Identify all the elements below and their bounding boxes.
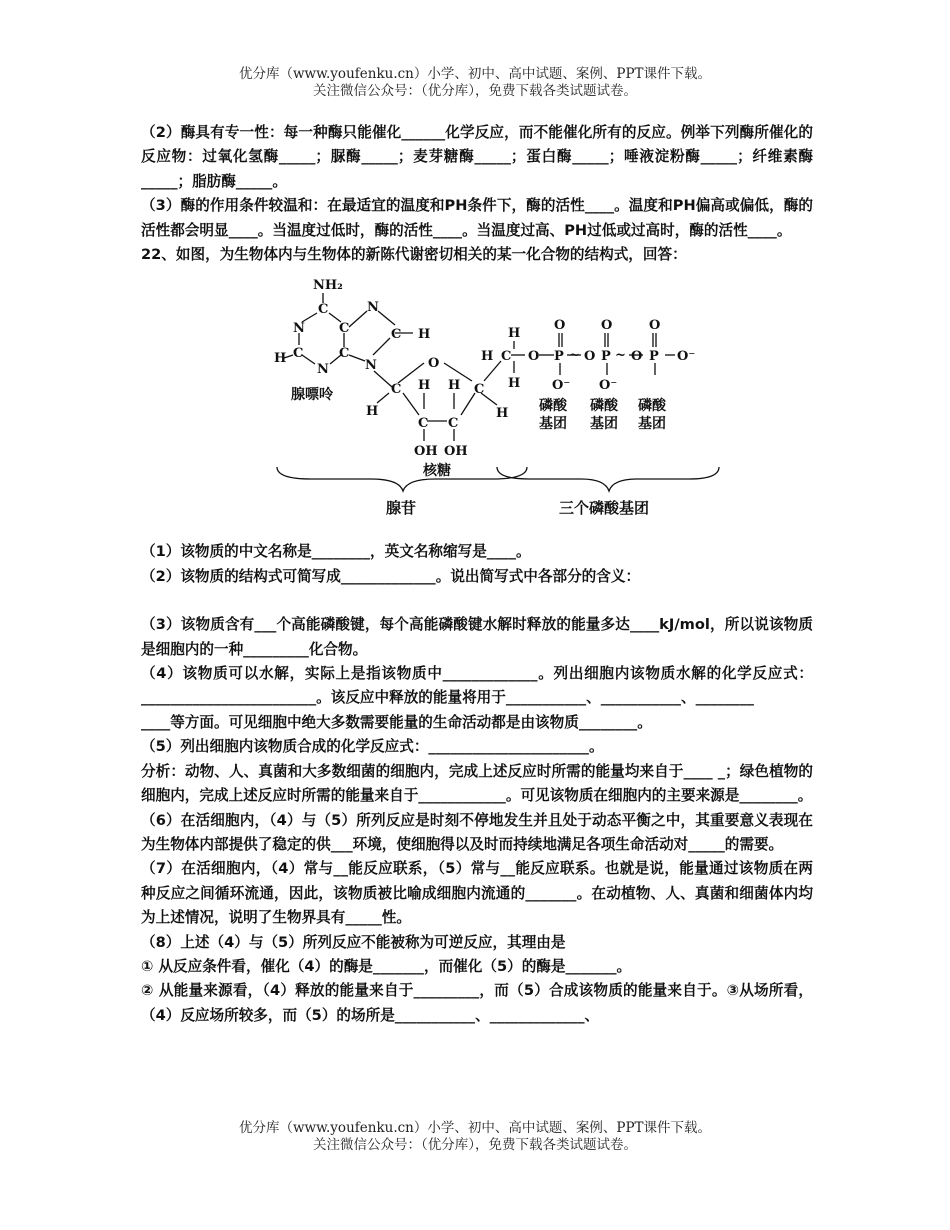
svg-text:NH₂: NH₂ xyxy=(313,278,343,294)
svg-text:P: P xyxy=(649,349,659,365)
header-line-1: 优分库（www.youfenku.cn）小学、初中、高中试题、案例、PPT课件下载。 xyxy=(238,66,712,82)
svg-text:O: O xyxy=(528,349,540,365)
phosphate-3-label-b: 基团 xyxy=(638,416,666,433)
adenosine-label: 腺苷 xyxy=(386,499,417,518)
svg-text:H: H xyxy=(274,351,287,367)
svg-text:O: O xyxy=(649,318,661,334)
enzyme-specificity-paragraph: （2）酶具有专一性：每一种酶只能催化______化学反应，而不能催化所有的反应。例举下列酶所催化的反应物：过氧化氢酶_____；脲酶_____；麦芽糖酶_____；蛋白酶_____；唾液淀粉酶_____；纤维素酶_____；脂肪酶_____。 xyxy=(141,124,813,190)
phosphate-3-label-a: 磷酸 xyxy=(638,398,666,415)
svg-text:H: H xyxy=(418,378,431,394)
analysis-paragraph: 分析：动物、人、真菌和大多数细菌的细胞内，完成上述反应时所需的能量均来自于____ _；绿色植物的细胞内，完成上述反应时所需的能量来自于____________。可见该物质在细胞内的主要来源是________。 xyxy=(141,762,813,805)
question-22-5: （5）列出细胞内该物质合成的化学反应式：______________________。 xyxy=(141,738,604,756)
atp-structure-diagram xyxy=(141,269,813,534)
header-line-2: 关注微信公众号：（优分库），免费下载各类试题试卷。 xyxy=(313,83,637,99)
question-22-3: （3）该物质含有___个高能磷酸键，每个高能磷酸键水解时释放的能量多达____kJ/mol，所以说该物质是细胞内的一种_________化合物。 xyxy=(141,616,813,658)
svg-text:OH: OH xyxy=(414,444,438,460)
svg-text:H: H xyxy=(508,376,521,392)
svg-text:~: ~ xyxy=(615,348,626,364)
enzyme-conditions-paragraph: （3）酶的作用条件较温和：在最适宜的温度和PH条件下，酶的活性____。温度和PH偏高或偏低，酶的活性都会明显____。当温度过低时，酶的活性____。当温度过高、PH过低或过高时，酶的活性____。 xyxy=(141,197,813,239)
svg-text:C: C xyxy=(339,346,350,362)
adenine-label: 腺嘌呤 xyxy=(291,387,333,404)
svg-text:N: N xyxy=(365,358,377,374)
svg-text:O⁻: O⁻ xyxy=(677,349,696,365)
question-22-8-b: ② 从能量来源看，（4）释放的能量来自于_________，而（5）合成该物质的能量来自于。③从场所看，（4）反应场所较多，而（5）的场所是___________、_____________、 xyxy=(141,982,813,1024)
phosphate-1-label-b: 基团 xyxy=(539,416,567,433)
svg-text:N: N xyxy=(317,362,329,378)
question-22-1: （1）该物质的中文名称是________，英文名称缩写是____。 xyxy=(141,543,531,561)
svg-text:H: H xyxy=(418,327,431,343)
atp-structure-figure xyxy=(141,269,813,534)
svg-text:O: O xyxy=(631,349,643,365)
footer-line-2: 关注微信公众号：（优分库），免费下载各类试题试卷。 xyxy=(313,1137,637,1153)
svg-text:H: H xyxy=(481,349,494,365)
phosphate-2-label-b: 基团 xyxy=(590,416,618,433)
question-22-stem: 22、如图，为生物体内与生物体的新陈代谢密切相关的某一化合物的结构式，回答： xyxy=(141,246,687,264)
svg-text:C: C xyxy=(501,349,512,365)
svg-text:H: H xyxy=(366,404,379,420)
svg-text:H: H xyxy=(448,378,461,394)
svg-text:O: O xyxy=(601,318,613,334)
svg-text:P: P xyxy=(601,349,611,365)
question-22-6: （6）在活细胞内，（4）与（5）所列反应是时刻不停地发生并且处于动态平衡之中，其重要意义表现在为生物体内部提供了稳定的供___环境，使细胞得以及时而持续地满足各项生命活动对_____的需要。 xyxy=(141,811,813,853)
question-22-4-cont: ____等方面。可见细胞中绝大多数需要能量的生命活动都是由该物质________。 xyxy=(141,713,652,731)
svg-text:OH: OH xyxy=(444,444,468,460)
question-content xyxy=(141,121,813,1028)
svg-text:C: C xyxy=(318,302,329,318)
svg-text:N: N xyxy=(367,300,379,316)
svg-text:C: C xyxy=(293,346,304,362)
svg-text:O: O xyxy=(428,356,440,372)
question-22-2: （2）该物质的结构式可简写成_____________。说出简写式中各部分的含义： xyxy=(141,567,641,585)
svg-text:O⁻: O⁻ xyxy=(552,378,571,394)
svg-text:C: C xyxy=(339,321,350,337)
svg-text:N: N xyxy=(293,321,305,337)
question-22-4: （4）该物质可以水解，实际上是指该物质中_____________。列出细胞内该物质水解的化学反应式：________________________。该反应中释放的能量将用于___________、___________、________ xyxy=(141,665,813,707)
three-phosphates-label: 三个磷酸基团 xyxy=(559,499,650,518)
question-22-7: （7）在活细胞内，（4）常与__能反应联系，（5）常与__能反应联系。也就是说，能量通过该物质在两种反应之间循环流通，因此，该物质被比喻成细胞内流通的_______。在动植物、人、真菌和细菌体内均为上述情况，说明了生物界具有_____性。 xyxy=(141,860,813,927)
svg-text:C: C xyxy=(418,416,429,432)
svg-text:O⁻: O⁻ xyxy=(599,378,618,394)
svg-text:O: O xyxy=(584,349,596,365)
footer-line-1: 优分库（www.youfenku.cn）小学、初中、高中试题、案例、PPT课件下载。 xyxy=(238,1120,712,1136)
ribose-label: 核糖 xyxy=(423,463,451,480)
page-footer xyxy=(0,1120,950,1154)
svg-text:C: C xyxy=(474,382,485,398)
svg-text:P: P xyxy=(554,349,564,365)
answer-space xyxy=(141,589,813,613)
svg-text:C: C xyxy=(448,416,459,432)
svg-text:C: C xyxy=(391,327,402,343)
page-header xyxy=(0,66,950,100)
svg-text:~: ~ xyxy=(569,348,580,364)
svg-text:H: H xyxy=(496,406,509,422)
svg-text:H: H xyxy=(508,326,521,342)
question-22-8-a: ① 从反应条件看，催化（4）的酶是_______，而催化（5）的酶是_______。 xyxy=(141,957,632,975)
svg-text:C: C xyxy=(391,382,402,398)
question-22-8: （8）上述（4）与（5）所列反应不能被称为可逆反应，其理由是 xyxy=(141,933,566,951)
svg-text:O: O xyxy=(554,318,566,334)
phosphate-2-label-a: 磷酸 xyxy=(590,398,618,415)
phosphate-1-label-a: 磷酸 xyxy=(539,398,567,415)
